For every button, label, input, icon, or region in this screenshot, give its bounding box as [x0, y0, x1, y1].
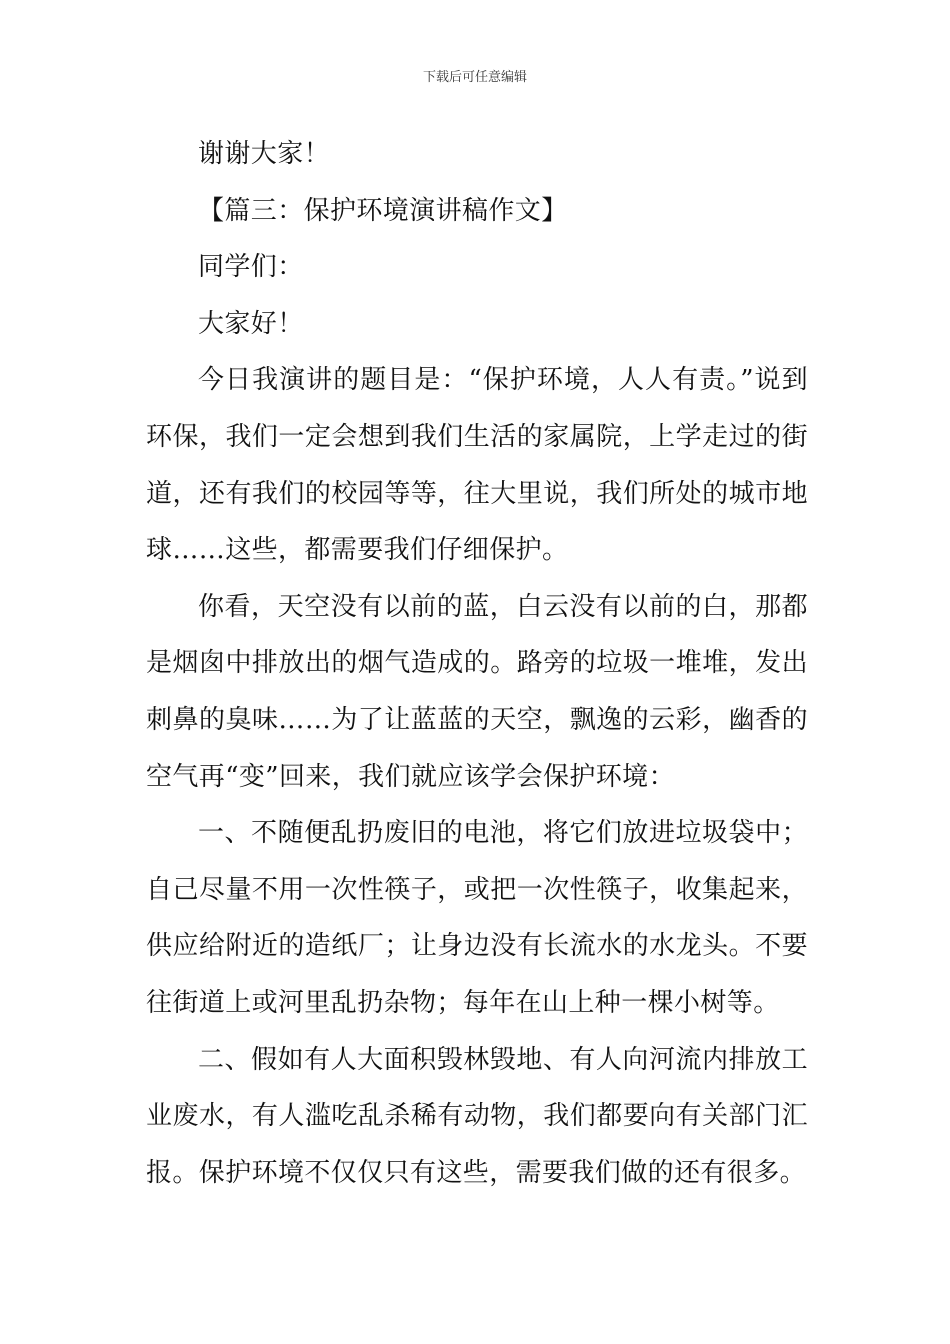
paragraph-point-two: 二、假如有人大面积毁林毁地、有人向河流内排放工业废水，有人滥吃乱杀稀有动物，我们都要向有关部门汇报。保护环境不仅仅只有这些，需要我们做的还有很多。 — [146, 1044, 808, 1188]
paragraph-greeting-all: 大家好！ — [198, 308, 304, 339]
paragraph-point-one: 一、不随便乱扔废旧的电池，将它们放进垃圾袋中；自己尽量不用一次性筷子，或把一次性筷子，收集起来，供应给附近的造纸厂；让身边没有长流水的水龙头。不要往街道上或河里乱扔杂物；每年在山上种一棵小树等。 — [146, 818, 808, 1018]
paragraph-problems: 你看，天空没有以前的蓝，白云没有以前的白，那都是烟囱中排放出的烟气造成的。路旁的垃圾一堆堆，发出刺鼻的臭味……为了让蓝蓝的天空，飘逸的云彩，幽香的空气再“变”回来，我们就应该学会保护环境： — [146, 591, 808, 792]
paragraph-intro: 今日我演讲的题目是：“保护环境，人人有责。”说到环保，我们一定会想到我们生活的家属院，上学走过的街道，还有我们的校园等等，往大里说，我们所处的城市地球……这些，都需要我们仔细保护。 — [146, 365, 808, 566]
section-title: 【篇三：保护环境演讲稿作文】 — [198, 195, 568, 226]
paragraph-greeting-classmates: 同学们： — [198, 252, 304, 283]
page-header: 下载后可任意编辑 — [422, 70, 527, 85]
document-body — [146, 126, 808, 1201]
paragraph-thanks: 谢谢大家！ — [198, 139, 331, 169]
